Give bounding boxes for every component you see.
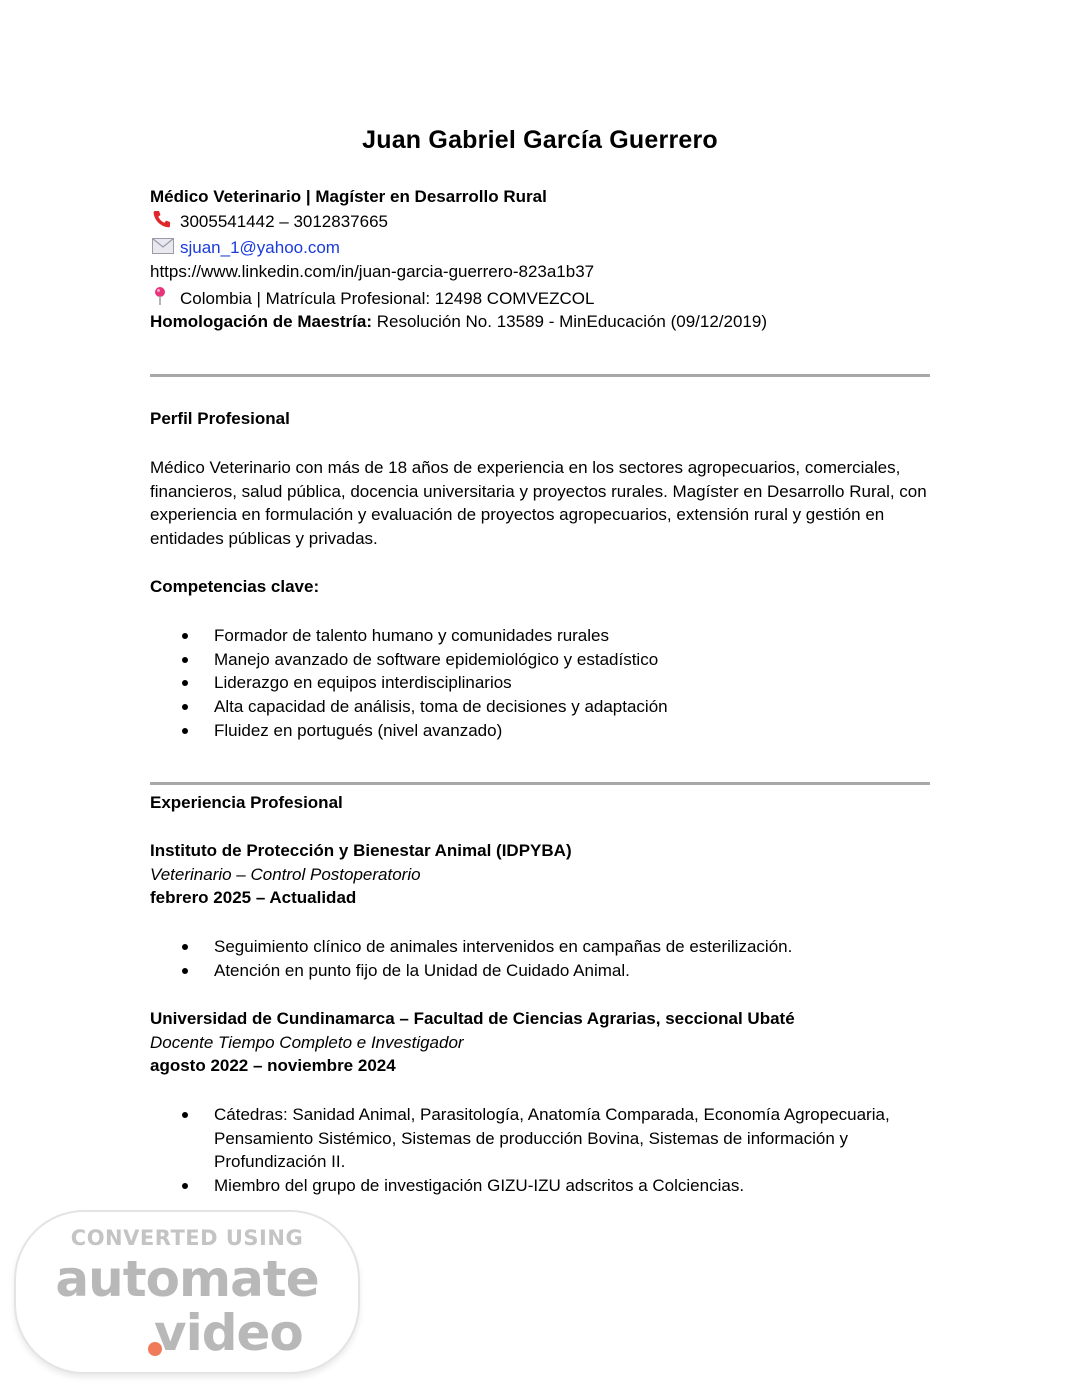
list-item: Liderazgo en equipos interdisciplinarios (150, 671, 920, 695)
bullet-icon (182, 657, 188, 663)
competencies-list (150, 624, 920, 743)
bullet-icon (182, 1183, 188, 1189)
location-text: Colombia | Matrícula Profesional: 12498 COMVEZCOL (180, 288, 595, 308)
job-org: Instituto de Protección y Bienestar Animal (IDPYBA) (150, 841, 572, 860)
list-item: Cátedras: Sanidad Animal, Parasitología, Anatomía Comparada, Economía Agropecuaria, Pensamiento Sistémico, Sistemas de producción Bovina, Sistemas de información y Profundización II. (150, 1103, 920, 1174)
resume-name: Juan Gabriel García Guerrero (362, 126, 718, 154)
section-divider (150, 374, 930, 377)
experience-heading: Experiencia Profesional (150, 793, 343, 812)
list-item: Alta capacidad de análisis, toma de decisiones y adaptación (150, 695, 920, 719)
list-item: Seguimiento clínico de animales intervenidos en campañas de esterilización. (150, 935, 920, 959)
job-role: Veterinario – Control Postoperatorio (150, 865, 421, 884)
homologation-line (150, 310, 767, 334)
location-line (150, 286, 594, 313)
job-org: Universidad de Cundinamarca – Facultad de Ciencias Agrarias, seccional Ubaté (150, 1009, 795, 1028)
list-item: Miembro del grupo de investigación GIZU-IZU adscritos a Colciencias. (150, 1174, 920, 1198)
bullet-icon (182, 704, 188, 710)
professional-title: Médico Veterinario | Magíster en Desarrollo Rural (150, 187, 547, 206)
linkedin-url[interactable]: https://www.linkedin.com/in/juan-garcia-guerrero-823a1b37 (150, 262, 595, 281)
competencies-heading: Competencias clave: (150, 577, 320, 596)
job-role: Docente Tiempo Completo e Investigador (150, 1033, 464, 1052)
phone-line (150, 210, 388, 235)
job-bullets (150, 935, 920, 982)
envelope-icon (152, 237, 174, 261)
watermark-caption: CONVERTED USING (70, 1226, 304, 1250)
bullet-icon (182, 728, 188, 734)
list-item: Formador de talento humano y comunidades rurales (150, 624, 920, 648)
phone-numbers: 3005541442 – 3012837665 (180, 212, 388, 231)
list-item: Fluidez en portugués (nivel avanzado) (150, 719, 920, 743)
bullet-icon (182, 633, 188, 639)
job-bullets (150, 1103, 920, 1198)
homologation-value: Resolución No. 13589 - MinEducación (09/12/2019) (371, 312, 768, 331)
email-line (150, 236, 340, 261)
homologation-label: Homologación de Maestría: (150, 312, 372, 331)
job-dates: agosto 2022 – noviembre 2024 (150, 1056, 396, 1075)
watermark-logo-bottom: video (154, 1304, 303, 1362)
map-pin-icon (152, 286, 174, 313)
job-dates: febrero 2025 – Actualidad (150, 888, 357, 907)
section-divider (150, 782, 930, 785)
bullet-icon (182, 944, 188, 950)
list-item: Atención en punto fijo de la Unidad de Cuidado Animal. (150, 959, 920, 983)
email-link[interactable]: sjuan_1@yahoo.com (180, 238, 340, 257)
watermark-badge (14, 1210, 360, 1374)
bullet-icon (182, 680, 188, 686)
list-item: Manejo avanzado de software epidemiológico y estadístico (150, 648, 920, 672)
profile-heading: Perfil Profesional (150, 409, 290, 428)
watermark-logo-top: automate (55, 1250, 319, 1308)
bullet-icon (182, 1112, 188, 1118)
profile-text: Médico Veterinario con más de 18 años de experiencia en los sectores agropecuarios, comerciales, financieros, salud pública, docencia universitaria y proyectos rurales. Magíster en Desarrollo Rural, con experiencia en formulación y evaluación de proyectos agropecuarios, extensión rural y gestión en entidades públicas y privadas. (150, 458, 927, 549)
bullet-icon (182, 968, 188, 974)
phone-icon (152, 210, 174, 235)
